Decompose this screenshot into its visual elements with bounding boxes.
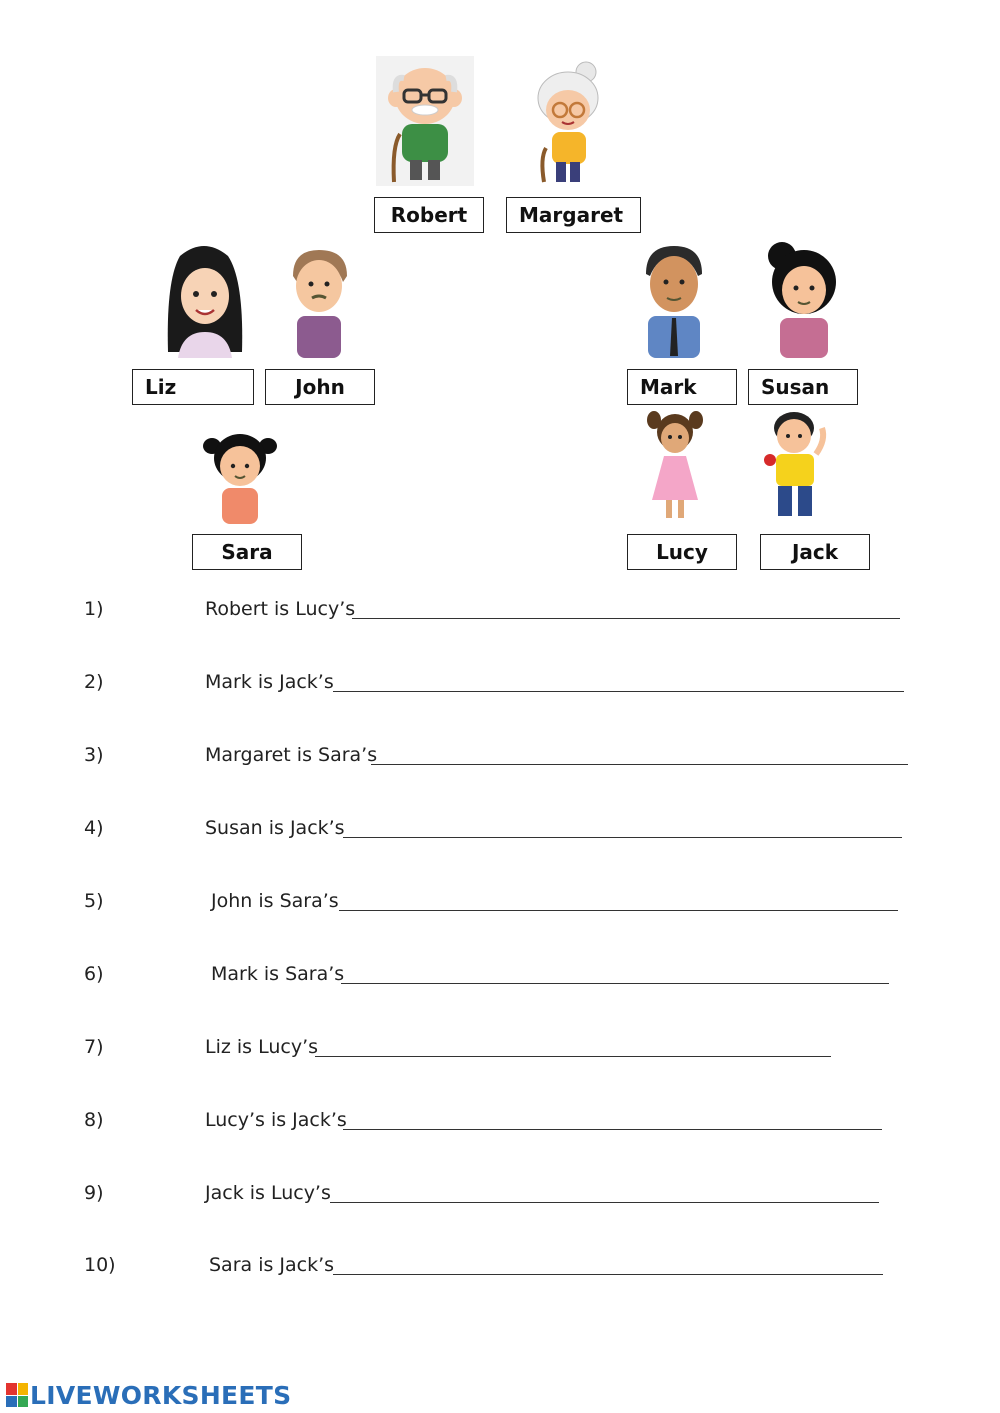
name-box-susan: Susan [748,369,858,405]
question-number: 9) [84,1182,104,1204]
question-text: Lucy’s is Jack’s [205,1109,347,1131]
answer-blank[interactable] [333,691,904,692]
question-number: 4) [84,817,104,839]
mark-illustration [640,244,708,358]
susan-illustration [764,238,840,358]
question-number: 8) [84,1109,104,1131]
answer-blank[interactable] [371,764,908,765]
name-box-lucy: Lucy [627,534,737,570]
name-box-sara: Sara [192,534,302,570]
robert-illustration [376,56,474,186]
question-text: Margaret is Sara’s [205,744,378,766]
question-number: 5) [84,890,104,912]
question-number: 10) [84,1254,116,1276]
name-box-mark: Mark [627,369,737,405]
answer-blank[interactable] [330,1202,879,1203]
question-text: Mark is Sara’s [211,963,345,985]
name-box-liz: Liz [132,369,254,405]
answer-blank[interactable] [341,983,889,984]
margaret-illustration [524,58,616,186]
answer-blank[interactable] [343,1129,882,1130]
answer-blank[interactable] [343,837,902,838]
question-text: Sara is Jack’s [209,1254,335,1276]
name-box-jack: Jack [760,534,870,570]
question-text: John is Sara’s [211,890,339,912]
footer-branding [6,1380,291,1410]
name-box-robert: Robert [374,197,484,233]
liveworksheets-logo-icon [6,1383,28,1407]
question-text: Liz is Lucy’s [205,1036,319,1058]
john-illustration [285,246,353,358]
sara-illustration [202,430,278,524]
answer-blank[interactable] [339,910,898,911]
question-text: Susan is Jack’s [205,817,345,839]
question-number: 7) [84,1036,104,1058]
question-number: 3) [84,744,104,766]
question-text: Jack is Lucy’s [205,1182,331,1204]
answer-blank[interactable] [352,618,900,619]
name-box-margaret: Margaret [506,197,641,233]
answer-blank[interactable] [315,1056,831,1057]
lucy-illustration [646,408,704,524]
question-text: Mark is Jack’s [205,671,334,693]
name-box-john: John [265,369,375,405]
question-text: Robert is Lucy’s [205,598,356,620]
liz-illustration [158,240,250,358]
jack-illustration [762,410,830,520]
question-number: 1) [84,598,104,620]
question-number: 6) [84,963,104,985]
question-number: 2) [84,671,104,693]
answer-blank[interactable] [333,1274,883,1275]
footer-brand-text: LIVEWORKSHEETS [30,1380,292,1410]
